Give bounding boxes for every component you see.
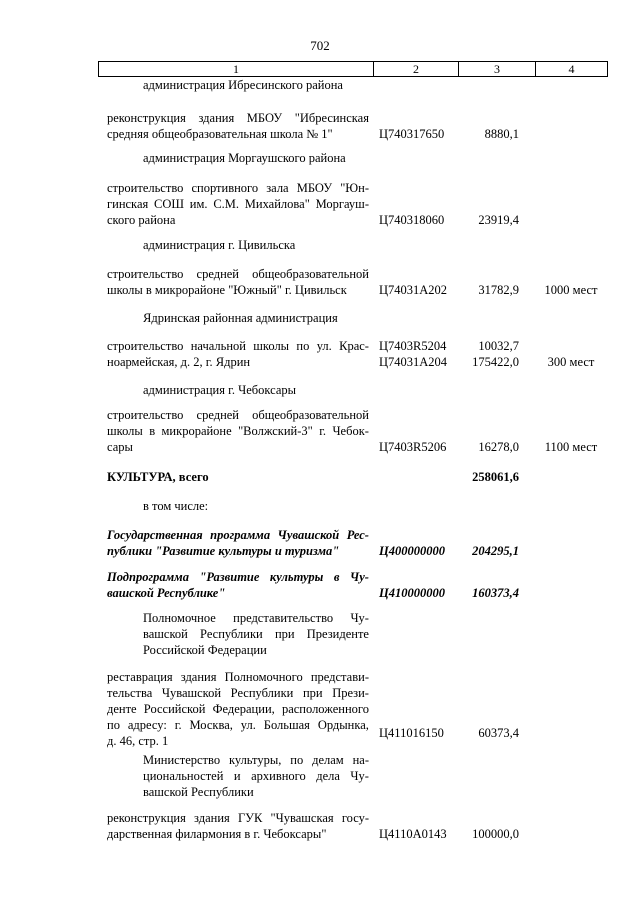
capacity: 1100 мест (544, 440, 598, 454)
header-col-2: 2 (374, 62, 459, 76)
budget-code: Ц410000000 (379, 586, 445, 600)
capacity: 1000 мест (544, 283, 598, 297)
item-description: строительство начальной школы по ул. Крас- ноармейская, д. 2, г. Ядрин (107, 339, 369, 369)
budget-code: Ц411016150 (379, 726, 444, 740)
amount: 258061,6 (472, 470, 519, 484)
amount: 60373,4 (478, 726, 519, 740)
page-number: 702 (310, 38, 330, 53)
org-heading: администрация г. Цивильска (143, 238, 296, 252)
org-heading: администрация Моргаушского района (143, 151, 346, 165)
item-description: строительство спортивного зала МБОУ "Юн- гинская СОШ им. С.М. Михайлова" Моргауш- ского района (107, 181, 369, 227)
item-description: реконструкция здания МБОУ "Ибресинская средняя общеобразовательная школа № 1" (107, 111, 369, 141)
amount: 8880,1 (484, 127, 519, 141)
subsection-note: в том числе: (143, 499, 209, 513)
budget-code: Ц7403R5204 (379, 339, 447, 353)
amount: 100000,0 (472, 827, 519, 841)
budget-code: Ц74031А204 (379, 355, 448, 369)
table-header (98, 61, 608, 77)
amount: 23919,4 (478, 213, 519, 227)
item-description: строительство средней общеобразовательной школы в микрорайоне "Южный" г. Цивильск (107, 267, 369, 297)
item-description: реставрация здания Полномочного представи- тельства Чувашской Республики при Прези- денте Российской Федерации, расположенного по адресу: г. Москва, ул. Большая Ордынка, д. 46, стр. 1 (107, 670, 369, 748)
org-heading: Министерство культуры, по делам на- циональностей и архивного дела Чу- вашской Республики (143, 753, 369, 799)
item-description: строительство средней общеобразовательной школы в микрорайоне "Волжский-3" г. Чебок- сары (107, 408, 369, 454)
org-heading: Полномочное представительство Чу- вашской Республики при Президенте Российской Федерации (143, 611, 369, 657)
budget-code: Ц4110А0143 (379, 827, 447, 841)
header-col-4: 4 (568, 62, 575, 76)
amount: 10032,7 (478, 339, 519, 353)
org-heading: администрация г. Чебоксары (143, 383, 297, 397)
budget-code: Ц74031А202 (379, 283, 448, 297)
header-col-3: 3 (459, 62, 536, 76)
budget-code: Ц740317650 (379, 127, 445, 141)
budget-code: Ц740318060 (379, 213, 445, 227)
capacity: 300 мест (547, 355, 595, 369)
subprogram-title: Подпрограмма "Развитие культуры в Чу- вашской Республике" (107, 570, 369, 600)
budget-code: Ц400000000 (379, 544, 445, 558)
org-heading: Ядринская районная администрация (143, 311, 338, 325)
amount: 204295,1 (472, 544, 519, 558)
amount: 175422,0 (472, 355, 519, 369)
org-heading: администрация Ибресинского района (143, 78, 343, 92)
amount: 160373,4 (472, 586, 519, 600)
section-heading: КУЛЬТУРА, всего (107, 470, 209, 484)
program-title: Государственная программа Чувашской Рес- публики "Развитие культуры и туризма" (107, 528, 369, 558)
amount: 31782,9 (478, 283, 519, 297)
header-col-1: 1 (99, 62, 374, 76)
amount: 16278,0 (478, 440, 519, 454)
item-description: реконструкция здания ГУК "Чувашская госу- дарственная филармония в г. Чебоксары" (107, 811, 369, 841)
budget-code: Ц7403R5206 (379, 440, 447, 454)
